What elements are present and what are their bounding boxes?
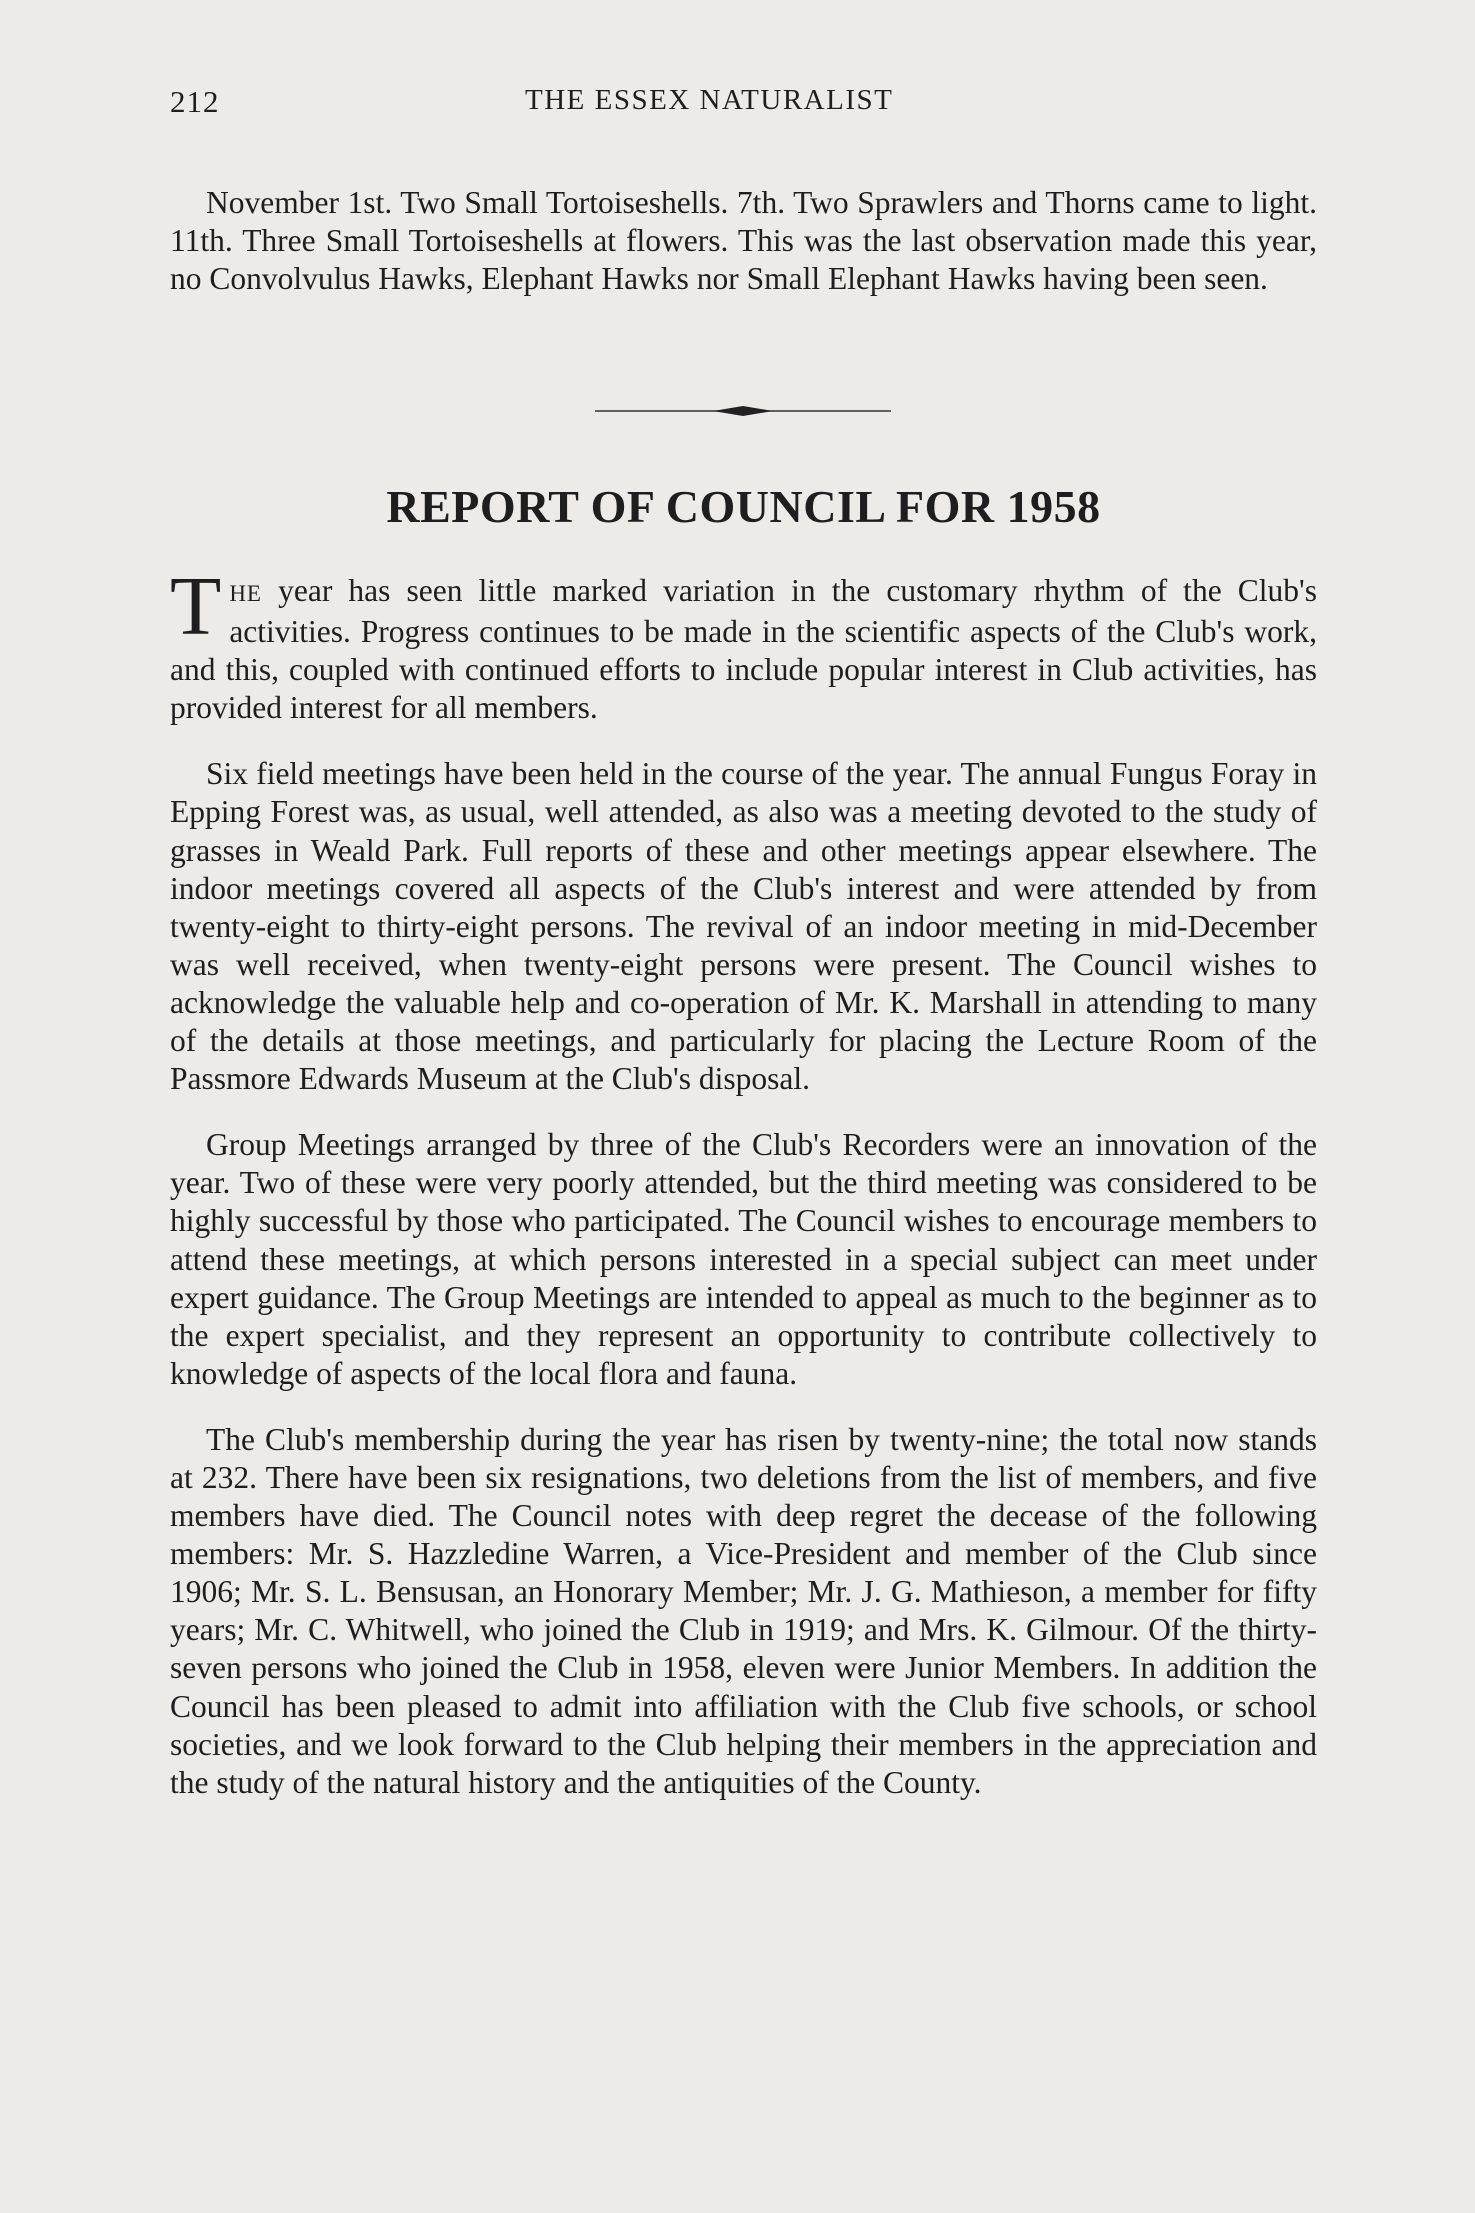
report-paragraph-1: [170, 560, 1317, 727]
intro-paragraph-block: [170, 184, 1317, 298]
report-paragraph-4: The Club's membership during the year has risen by twenty-nine; the total now stands at 232. There have been six resignations, two deletions from the list of members, and five members have died. The Council notes with deep regret the decease of the following members: Mr. S. Hazzledine Warren, a Vice-President and member of the Club since 1906; Mr. S. L. Bensusan, an Honorary Member; Mr. J. G. Mathieson, a member for fifty years; Mr. C. Whitwell, who joined the Club in 1919; and Mrs. K. Gilmour. Of the thirty-seven persons who joined the Club in 1958, eleven were Junior Members. In addition the Council has been pleased to admit into affiliation with the Club five schools, or school societies, and we look forward to the Club helping their members in the appreciation and the study of the natural history and the antiquities of the County.: [170, 1421, 1317, 1800]
page-number: 212: [170, 84, 220, 119]
journal-title: THE ESSEX NATURALIST: [525, 84, 894, 116]
report-paragraph-3: Group Meetings arranged by three of the Club's Recorders were an innovation of the year. Two of these were very poorly attended, but the third meeting was considered to be highly successful by those who participated. The Council wishes to encourage members to attend these meetings, at which persons interested in a special subject can meet under expert guidance. The Group Meetings are intended to appeal as much to the beginner as to the expert specialist, and they represent an opportunity to contribute collectively to knowledge of aspects of the local flora and fauna.: [170, 1127, 1317, 1391]
intro-paragraph: November 1st. Two Small Tortoiseshells. 7th. Two Sprawlers and Thorns came to light. 11th. Three Small Tortoiseshells at flowers. This was the last observation made this year, no Convolvulus Hawks, Elephant Hawks nor Small Elephant Hawks having been seen.: [170, 185, 1317, 297]
running-header: [170, 84, 1320, 134]
report-title: REPORT OF COUNCIL FOR 1958: [386, 481, 1101, 532]
report-body: [170, 560, 1317, 1802]
drop-cap-continuation: HE: [229, 581, 262, 606]
report-paragraph-2: Six field meetings have been held in the course of the year. The annual Fungus Foray in Epping Forest was, as usual, well attended, as also was a meeting devoted to the study of grasses in Weald Park. Full reports of these and other meetings appear elsewhere. The indoor meetings covered all aspects of the Club's interest and were attended by from twenty-eight to thirty-eight persons. The revival of an indoor meeting in mid-December was well received, when twenty-eight persons were present. The Council wishes to acknowledge the valuable help and co-operation of Mr. K. Marshall in attending to many of the details at those meetings, and particularly for placing the Lecture Room of the Passmore Edwards Museum at the Club's disposal.: [170, 756, 1317, 1097]
section-divider-ornament: [595, 402, 891, 420]
report-paragraph-1-text: year has seen little marked variation in the customary rhythm of the Club's activities. Progress continues to be made in the scientific aspects of the Club's work, and this, coupled with continued efforts to include popular interest in Club activities, has provided interest for all members.: [170, 573, 1317, 726]
drop-cap: T: [170, 560, 222, 653]
